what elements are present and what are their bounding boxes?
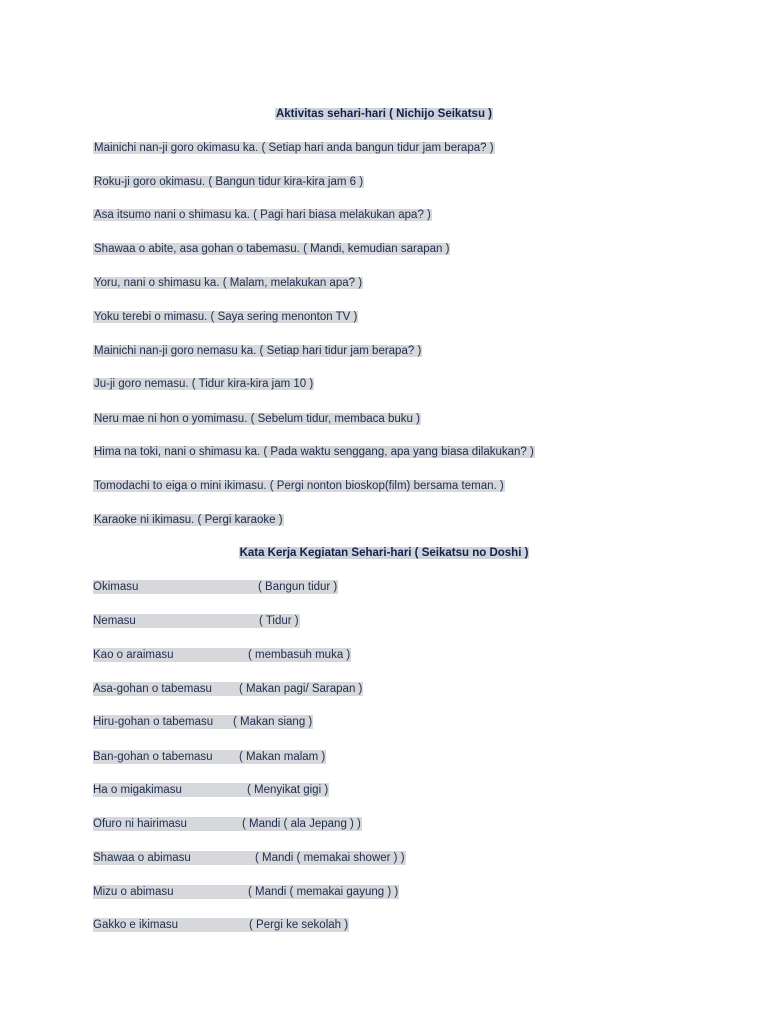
sentence-line: Roku-ji goro okimasu. ( Bangun tidur kira-kira jam 6 ) <box>94 176 364 188</box>
verb-meaning: ( Makan malam ) <box>239 751 326 763</box>
sentence-line: Yoku terebi o mimasu. ( Saya sering menonton TV ) <box>94 311 358 323</box>
verb-meaning: ( Tidur ) <box>259 615 299 627</box>
verb-meaning: ( membasuh muka ) <box>248 649 351 661</box>
sentence-line: Asa itsumo nani o shimasu ka. ( Pagi hari biasa melakukan apa? ) <box>94 209 431 221</box>
sentence-line: Tomodachi to eiga o mini ikimasu. ( Pergi nonton bioskop(film) bersama teman. ) <box>94 480 504 492</box>
verb-meaning: ( Pergi ke sekolah ) <box>249 919 349 931</box>
verb-term: Ban-gohan o tabemasu <box>93 751 213 763</box>
verb-term: Gakko e ikimasu <box>93 919 179 931</box>
verb-meaning: ( Mandi ( memakai shower ) ) <box>255 852 405 864</box>
verb-meaning: ( Menyikat gigi ) <box>247 784 329 796</box>
verb-term: Shawaa o abimasu <box>93 852 191 864</box>
verb-row <box>93 682 363 696</box>
verb-row <box>93 918 349 932</box>
sentence-line: Karaoke ni ikimasu. ( Pergi karaoke ) <box>94 514 283 526</box>
sentence-line: Hima na toki, nani o shimasu ka. ( Pada waktu senggang, apa yang biasa dilakukan? ) <box>94 446 534 458</box>
verb-term: Kao o araimasu <box>93 649 174 661</box>
verb-row <box>93 580 338 594</box>
verb-row <box>93 783 329 797</box>
sentence-line: Mainichi nan-ji goro okimasu ka. ( Setiap hari anda bangun tidur jam berapa? ) <box>94 142 494 154</box>
verb-row <box>93 817 362 831</box>
sentence-line: Shawaa o abite, asa gohan o tabemasu. ( Mandi, kemudian sarapan ) <box>94 243 450 255</box>
verb-term: Nemasu <box>93 615 136 627</box>
verb-row <box>93 885 399 899</box>
verb-row <box>93 648 351 662</box>
verb-term: Asa-gohan o tabemasu <box>93 683 212 695</box>
sentence-line: Neru mae ni hon o yomimasu. ( Sebelum tidur, membaca buku ) <box>94 413 420 425</box>
verb-meaning: ( Makan pagi/ Sarapan ) <box>239 683 363 695</box>
verb-meaning: ( Bangun tidur ) <box>258 581 338 593</box>
verb-meaning: ( Makan siang ) <box>233 716 313 728</box>
verb-term: Ofuro ni hairimasu <box>93 818 187 830</box>
sentence-line: Yoru, nani o shimasu ka. ( Malam, melakukan apa? ) <box>94 277 363 289</box>
verb-row <box>93 750 326 764</box>
verb-row <box>93 614 300 628</box>
verb-term: Hiru-gohan o tabemasu <box>93 716 214 728</box>
heading-daily-activities: Aktivitas sehari-hari ( Nichijo Seikatsu ) <box>275 108 492 120</box>
sentence-line: Ju-ji goro nemasu. ( Tidur kira-kira jam 10 ) <box>94 378 314 390</box>
verb-row <box>93 851 406 865</box>
verb-meaning: ( Mandi ( memakai gayung ) ) <box>248 886 399 898</box>
heading-daily-verbs: Kata Kerja Kegiatan Sehari-hari ( Seikatsu no Doshi ) <box>239 547 529 559</box>
verb-term: Okimasu <box>93 581 139 593</box>
verb-term: Mizu o abimasu <box>93 886 174 898</box>
sentence-line: Mainichi nan-ji goro nemasu ka. ( Setiap hari tidur jam berapa? ) <box>94 345 422 357</box>
verb-meaning: ( Mandi ( ala Jepang ) ) <box>242 818 361 830</box>
verb-row <box>93 715 313 729</box>
verb-term: Ha o migakimasu <box>93 784 182 796</box>
